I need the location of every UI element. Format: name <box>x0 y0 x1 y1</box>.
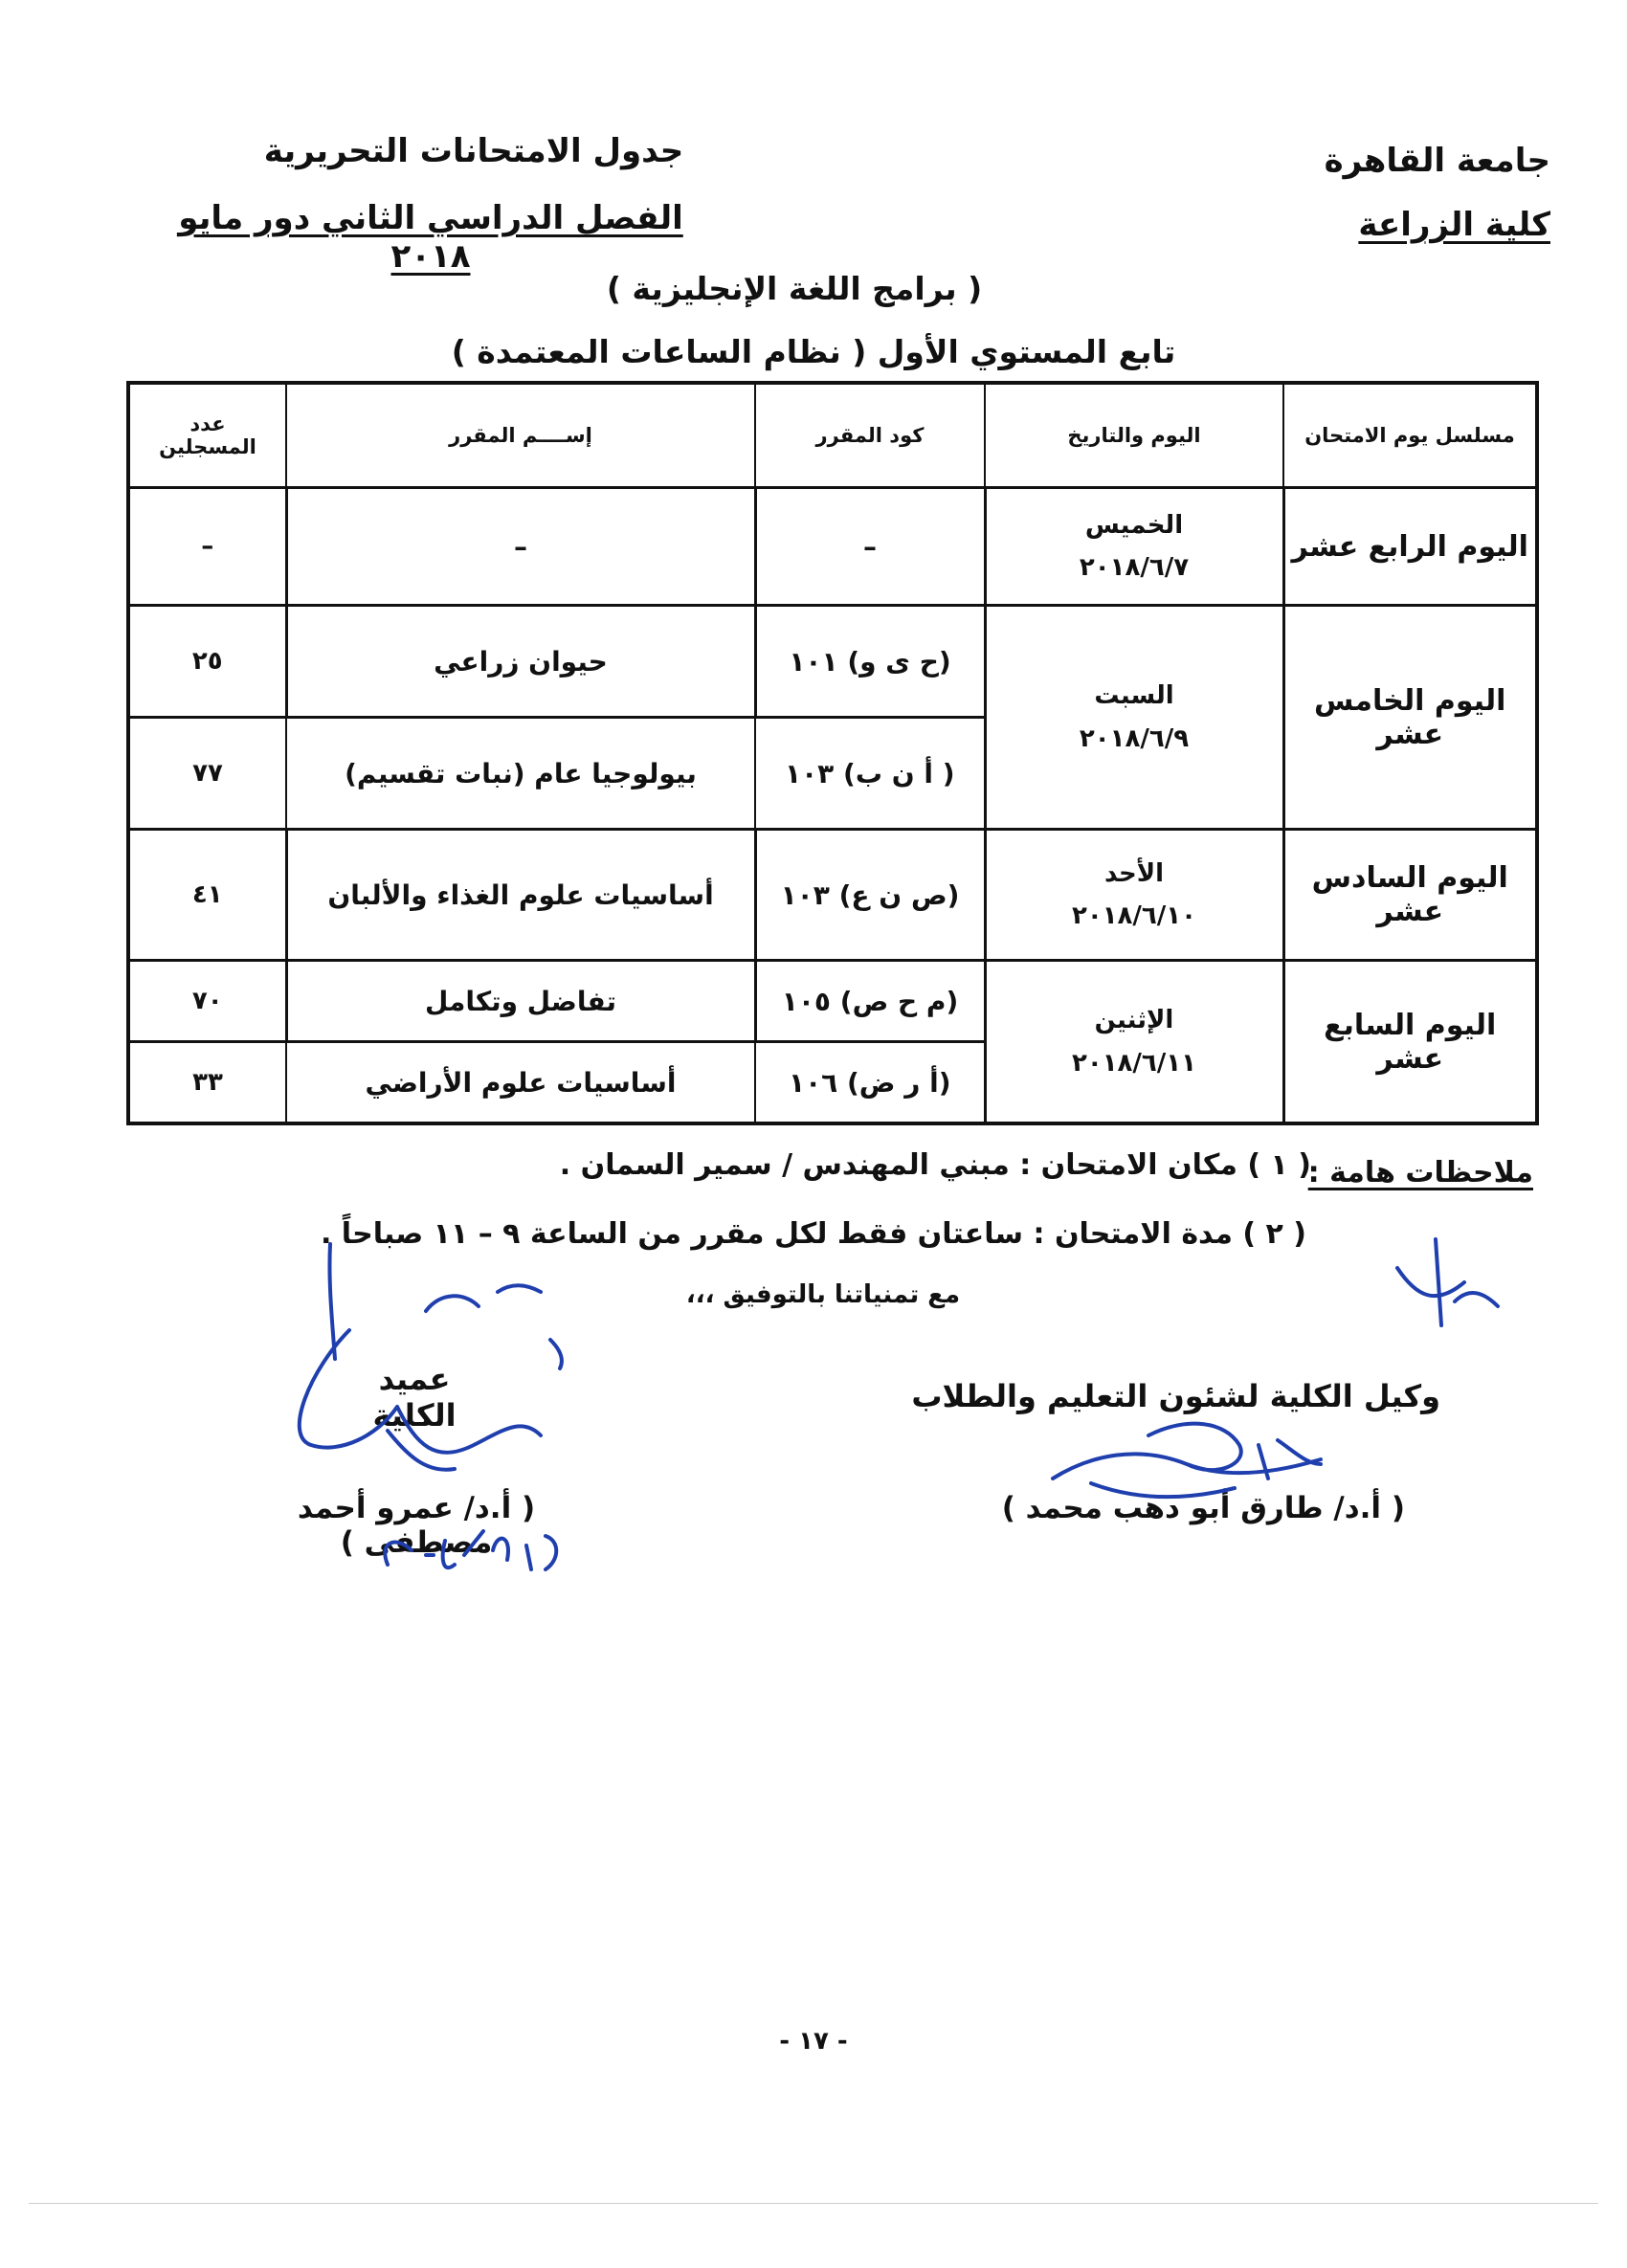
course-code: (ح ى و) ١٠١ <box>755 606 985 718</box>
note-exam-location: ( ١ ) مكان الامتحان : مبني المهندس / سمير السمان . <box>559 1148 1311 1182</box>
vice-dean-title: وكيل الكلية لشئون التعليم والطلاب <box>911 1378 1440 1414</box>
header-course-code: كود المقرر <box>755 383 985 488</box>
course-name: حيوان زراعي <box>286 606 755 718</box>
closing-wishes: مع تمنياتنا بالتوفيق ،،، <box>685 1280 961 1309</box>
page-number: - ١٧ - <box>779 2027 848 2056</box>
course-code: (أ ر ض) ١٠٦ <box>755 1042 985 1124</box>
initials-signature-icon <box>1378 1230 1550 1335</box>
level-title: تابع المستوي الأول ( نظام الساعات المعتمدة ) <box>451 333 1176 370</box>
header-registered <box>128 383 286 488</box>
notes-label: ملاحظات هامة : <box>1307 1156 1533 1190</box>
weekday: الإثنين <box>1094 1006 1174 1035</box>
course-name: – <box>286 488 755 606</box>
exam-day-date-cell <box>985 488 1283 606</box>
course-name: تفاضل وتكامل <box>286 961 755 1042</box>
note-exam-duration: ( ٢ ) مدة الامتحان : ساعتان فقط لكل مقرر من الساعة ٩ – ١١ صباحاً . <box>320 1217 1306 1251</box>
course-code: – <box>755 488 985 606</box>
exam-day-date-cell <box>985 830 1283 961</box>
exam-day-date-cell <box>985 961 1283 1124</box>
exam-day-serial: اليوم السابع عشر <box>1283 961 1537 1124</box>
faculty-name: كلية الزراعة <box>1358 206 1550 244</box>
exam-day-serial: اليوم السادس عشر <box>1283 830 1537 961</box>
header-registered-line1: عدد <box>189 412 226 435</box>
footer-divider <box>29 2203 1598 2204</box>
exam-date: ٢٠١٨/٦/٧ <box>1079 553 1190 582</box>
registered-count: – <box>128 488 286 606</box>
header-course-name: إســــم المقرر <box>286 383 755 488</box>
exam-schedule-table <box>126 381 1539 1125</box>
course-name: أساسيات علوم الأراضي <box>286 1042 755 1124</box>
program-title: ( برامج اللغة الإنجليزية ) <box>606 270 983 307</box>
header-registered-line2: المسجلين <box>159 435 256 458</box>
table-row <box>128 830 1537 961</box>
header-day-date: اليوم والتاريخ <box>985 383 1283 488</box>
exam-date: ٢٠١٨/٦/٩ <box>1079 723 1190 753</box>
course-name: بيولوجيا عام (نبات تقسيم) <box>286 718 755 830</box>
table-row <box>128 961 1537 1042</box>
exam-day-date-cell <box>985 606 1283 830</box>
dean-signature-icon <box>273 1225 675 1608</box>
exam-day-serial: اليوم الخامس عشر <box>1283 606 1537 830</box>
dean-name: ( أ.د/ عمرو أحمد مصطفى ) <box>297 1491 536 1560</box>
exam-date: ٢٠١٨/٦/١٠ <box>1071 901 1197 930</box>
weekday: السبت <box>1094 681 1174 711</box>
semester-title: الفصل الدراسي الثاني دور مايو ٢٠١٨ <box>178 199 683 276</box>
registered-count: ٣٣ <box>128 1042 286 1124</box>
schedule-title: جدول الامتحانات التحريرية <box>263 132 684 170</box>
exam-day-serial: اليوم الرابع عشر <box>1283 488 1537 606</box>
registered-count: ٧٠ <box>128 961 286 1042</box>
table-row <box>128 606 1537 718</box>
course-code: ( أ ن ب) ١٠٣ <box>755 718 985 830</box>
weekday: الأحد <box>1103 858 1165 888</box>
registered-count: ٢٥ <box>128 606 286 718</box>
dean-title: عميد الكلية <box>372 1361 457 1434</box>
vice-dean-name: ( أ.د/ طارق أبو دهب محمد ) <box>1001 1491 1405 1525</box>
registered-count: ٧٧ <box>128 718 286 830</box>
vice-dean-signature-icon <box>1034 1407 1349 1541</box>
course-name: أساسيات علوم الغذاء والألبان <box>286 830 755 961</box>
table-header-row <box>128 383 1537 488</box>
table-row <box>128 488 1537 606</box>
course-code: (ص ن ع) ١٠٣ <box>755 830 985 961</box>
registered-count: ٤١ <box>128 830 286 961</box>
header-serial: مسلسل يوم الامتحان <box>1283 383 1537 488</box>
course-code: (م ح ص) ١٠٥ <box>755 961 985 1042</box>
weekday: الخميس <box>1084 510 1184 540</box>
university-name: جامعة القاهرة <box>1324 142 1550 180</box>
exam-date: ٢٠١٨/٦/١١ <box>1071 1048 1197 1078</box>
